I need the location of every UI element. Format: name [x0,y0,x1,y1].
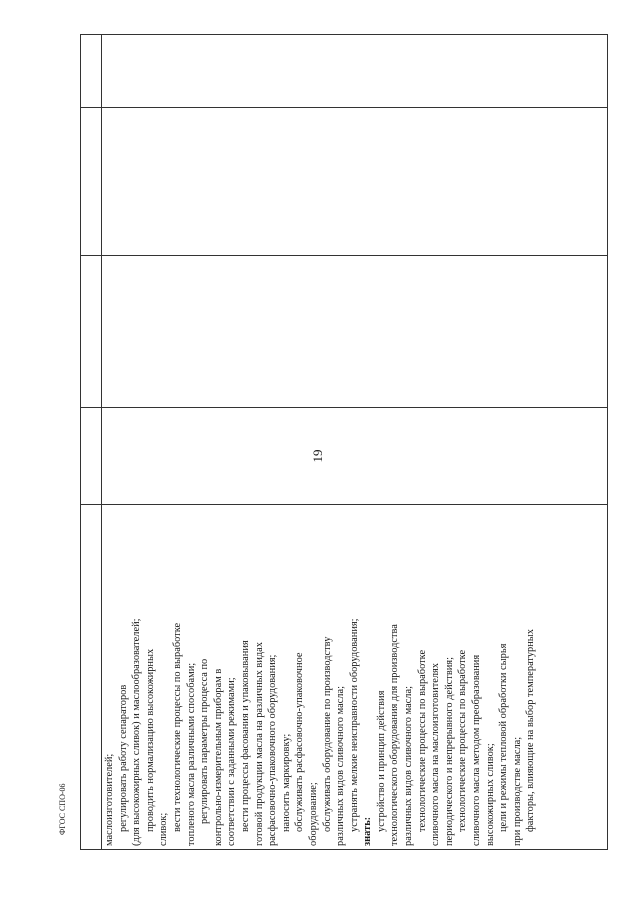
text-line: регулировать параметры процесса по [199,658,211,824]
skills-knowledge-text [102,505,538,849]
text-line: при производстве масла; [511,736,523,846]
text-line: факторы, влияющие на выбор температурных [525,629,537,832]
text-line: вести процессы фасования и упаковывания [239,640,251,832]
table-cell-empty-2 [102,408,608,505]
text-line: технологические процессы по выработке [457,649,469,832]
text-line: обслуживать расфасовочно-упаковочное [294,652,306,832]
text-line: регулировать работу сепараторов [117,684,129,832]
text-line: вести технологические процессы по выработке [171,622,183,832]
text-line: соответствии с заданными режимами; [226,677,238,846]
text-line: устранять мелкие неисправности оборудования; [348,618,360,832]
text-line: сливочного масла на маслоизготовителях [430,662,442,846]
text-line: технологического оборудования для производства [389,624,401,846]
footer-document-code: ФГОС СПО-06 [58,783,67,835]
table-cell-top-2 [81,408,102,505]
text-line: топленого масла различными способами; [185,662,197,846]
text-line: обслуживать оборудование по производству [321,636,333,832]
table-cell-top-1 [81,505,102,850]
text-line: оборудование; [307,782,319,846]
text-line: знать: [362,816,374,846]
table-cell-top-5 [81,35,102,108]
table-cell-empty-4 [102,108,608,256]
table-cell-empty-5 [102,35,608,108]
text-line: цели и режимы тепловой обработки сырья [498,643,510,832]
text-line: (для высокожирных сливок) и маслообразователей; [131,618,143,846]
table-cell-empty-3 [102,256,608,408]
text-line: расфасовочно-упаковочного оборудования; [267,654,279,846]
text-line: проводить нормализацию высокожирных [144,648,156,832]
text-line: сливок; [158,812,170,846]
text-line: сливочного масла методом преобразования [471,654,483,846]
text-line: готовой продукции масла на различных видах [253,642,265,846]
text-line: устройство и принцип действия [375,690,387,832]
text-line: различных видов сливочного масла; [403,686,415,846]
text-line: периодического и непрерывного действия; [443,657,455,846]
text-line: контрольно-измерительным приборам в [212,668,224,846]
text-line: маслоизготовителей; [104,753,115,846]
table-cell-top-3 [81,256,102,408]
text-line: технологические процессы по выработке [416,649,428,832]
page-number: 19 [310,449,325,463]
text-line: различных видов сливочного масла; [335,686,347,846]
table-cell-top-4 [81,108,102,256]
standards-table [80,35,605,850]
text-line: наносить маркировку; [280,733,292,832]
text-line: высокожирных сливок; [484,743,496,846]
table-cell-content [102,505,608,850]
